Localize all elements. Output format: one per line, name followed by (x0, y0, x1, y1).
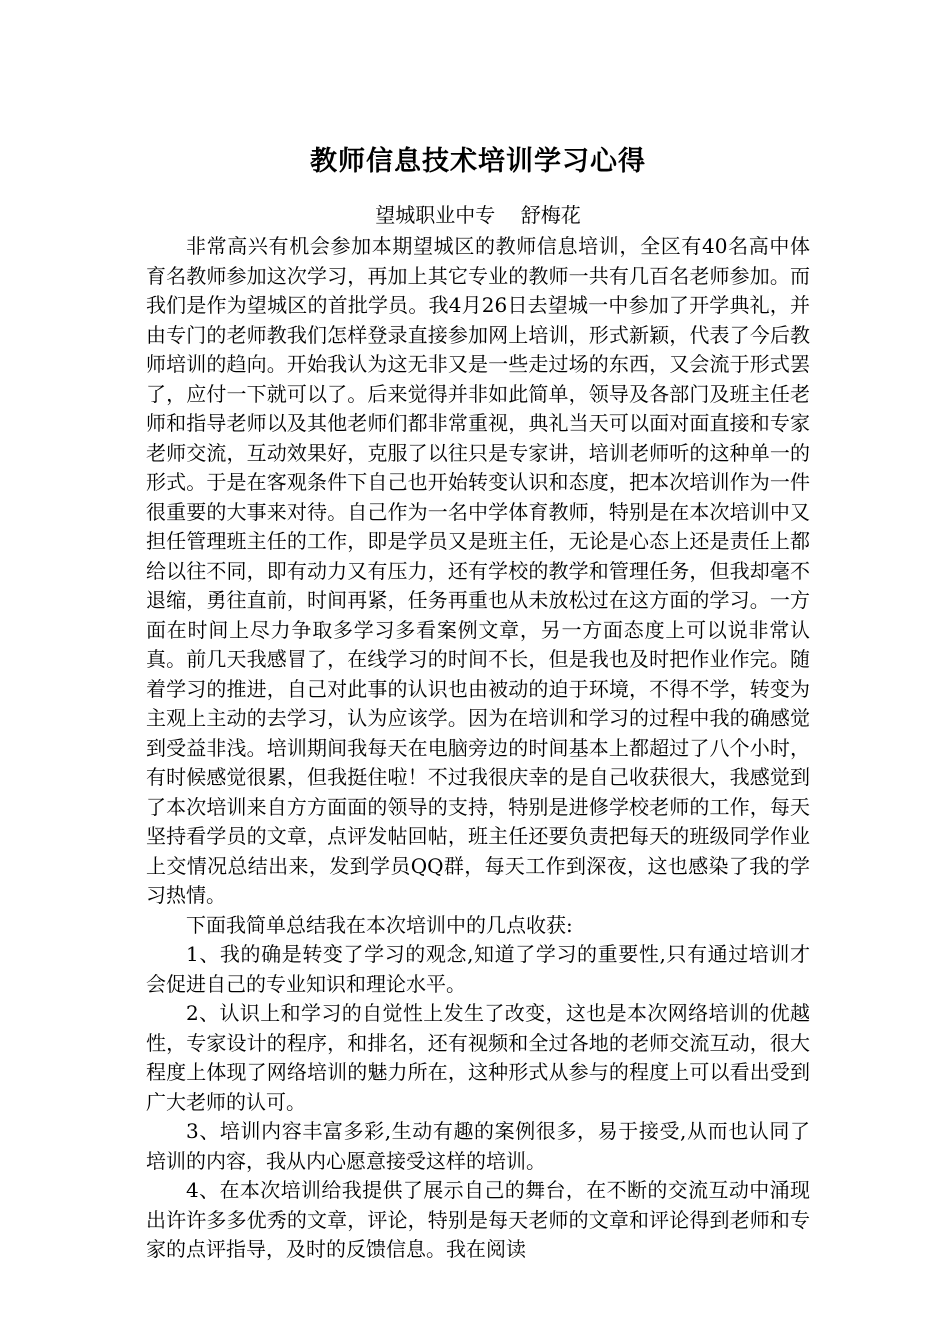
paragraph-point-2: 2、认识上和学习的自觉性上发生了改变，这也是本次网络培训的优越性，专家设计的程序，和排名，还有视频和全过各地的老师交流互动，很大程度上体现了网络培训的魅力所在，这种形式从参与的程度上可以看出受到广大老师的认可。 (146, 1001, 810, 1114)
document-page (146, 140, 810, 1265)
paragraph-point-1: 1、我的确是转变了学习的观念,知道了学习的重要性,只有通过培训才会促进自己的专业知识和理论水平。 (146, 942, 810, 996)
paragraph-summary-lead: 下面我简单总结我在本次培训中的几点收获: (186, 912, 573, 937)
paragraph-point-4: 4、在本次培训给我提供了展示自己的舞台，在不断的交流互动中涌现出许许多多优秀的文章，评论，特别是每天老师的文章和评论得到老师和专家的点评指导，及时的反馈信息。我在阅读 (146, 1178, 810, 1261)
paragraph-intro: 非常高兴有机会参加本期望城区的教师信息培训，全区有40名高中体育名教师参加这次学习，再加上其它专业的教师一共有几百名老师参加。而我们是作为望城区的首批学员。我4月26日去望城一中参加了开学典礼，并由专门的老师教我们怎样登录直接参加网上培训，形式新颖，代表了今后教师培训的趋向。开始我认为这无非又是一些走过场的东西，又会流于形式罢了，应付一下就可以了。后来觉得并非如此简单，领导及各部门及班主任老师和指导老师以及其他老师们都非常重视，典礼当天可以面对面直接和专家老师交流，互动效果好，克服了以往只是专家讲，培训老师听的这种单一的形式。于是在客观条件下自己也开始转变认识和态度，把本次培训作为一件很重要的大事来对待。自己作为一名中学体育教师，特别是在本次培训中又担任管理班主任的工作，即是学员又是班主任，无论是心态上还是责任上都给以往不同，即有动力又有压力，还有学校的教学和管理任务，但我却毫不退缩，勇往直前，时间再紧，任务再重也从未放松过在这方面的学习。一方面在时间上尽力争取多学习多看案例文章，另一方面态度上可以说非常认真。前几天我感冒了，在线学习的时间不长，但是我也及时把作业作完。随着学习的推进，自己对此事的认识也由被动的迫于环境，不得不学，转变为主观上主动的去学习，认为应该学。因为在培训和学习的过程中我的确感觉到受益非浅。培训期间我每天在电脑旁边的时间基本上都超过了八个小时，有时候感觉很累，但我挺住啦！不过我很庆幸的是自己收获很大，我感觉到了本次培训来自方方面面的领导的支持，特别是进修学校老师的工作，每天坚持看学员的文章，点评发帖回帖，班主任还要负责把每天的班级同学作业上交情况总结出来，发到学员QQ群，每天工作到深夜，这也感染了我的学习热情。 (146, 234, 810, 907)
author-byline: 望城职业中专 舒梅花 (375, 203, 581, 227)
paragraph-point-3: 3、培训内容丰富多彩,生动有趣的案例很多，易于接受,从而也认同了培训的内容，我从内心愿意接受这样的培训。 (146, 1119, 810, 1173)
document-title: 教师信息技术培训学习心得 (310, 146, 646, 177)
